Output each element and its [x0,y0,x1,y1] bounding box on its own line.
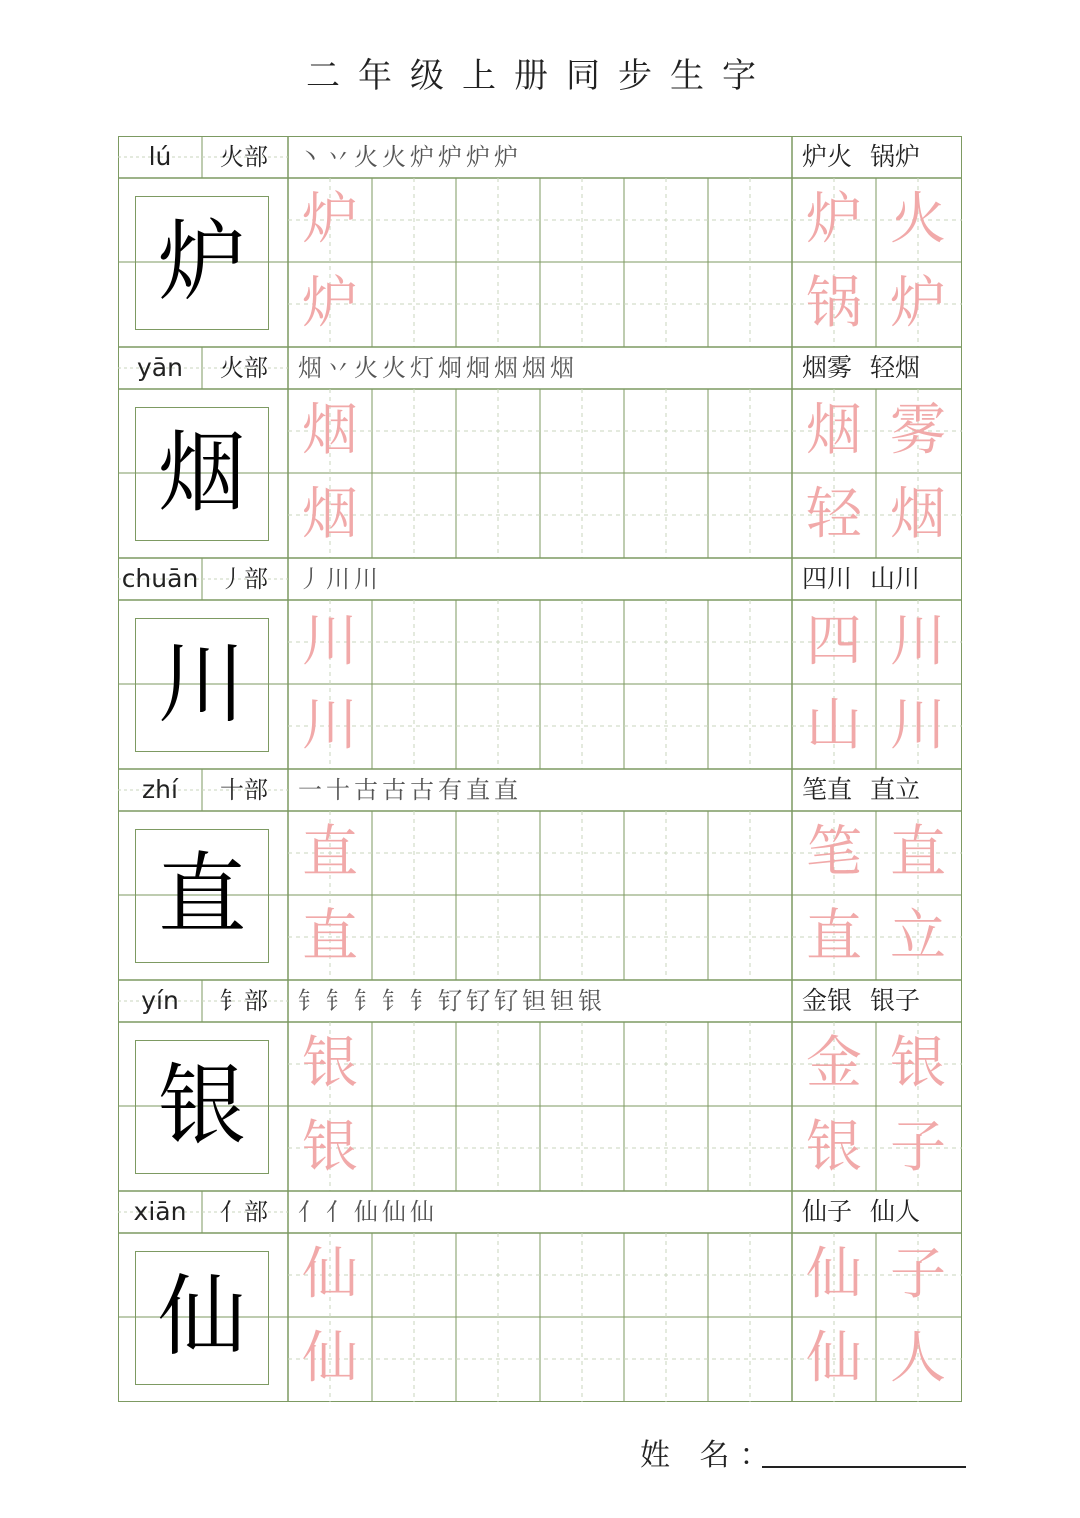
stroke-step: 钅 [298,987,326,1015]
stroke-step: 灯 [410,354,438,382]
model-char-box [135,407,269,541]
practice-cell[interactable] [456,1022,540,1106]
trace-char: 川 [302,609,358,674]
practice-cell[interactable] [708,684,792,768]
trace-char: 直 [302,904,358,969]
model-char: 直 [157,843,246,946]
radical: 火部 [220,354,268,382]
practice-cell[interactable] [624,684,708,768]
word-trace-char: 炉 [806,187,862,252]
example-word: 笔直 [802,775,853,804]
word-trace-char: 子 [890,1242,946,1307]
practice-cell[interactable] [624,389,708,473]
word-trace-char: 笔 [806,820,862,885]
trace-char: 银 [302,1115,358,1180]
practice-cell[interactable] [540,473,624,557]
example-words [792,558,972,600]
stroke-step: 钌 [438,987,466,1015]
practice-cell[interactable] [540,1106,624,1190]
example-word: 山川 [870,564,921,593]
trace-char: 炉 [302,187,358,252]
word-trace-char: 轻 [806,482,862,547]
word-trace-char: 锅 [806,271,862,336]
stroke-step: 钅 [410,987,438,1015]
practice-cell[interactable] [708,1317,792,1401]
word-trace-char: 山 [806,693,862,758]
word-trace-char: 炉 [890,271,946,336]
trace-char: 仙 [302,1242,358,1307]
practice-cell[interactable] [540,684,624,768]
practice-cell[interactable] [456,895,540,979]
pinyin: xiān [133,1197,187,1226]
stroke-step: 钌 [494,987,522,1015]
example-word: 四川 [802,564,853,593]
stroke-order [288,347,798,389]
char-block [118,136,962,347]
practice-sheet [118,136,962,1402]
practice-cell[interactable] [456,1106,540,1190]
stroke-step: 仙 [410,1198,438,1226]
example-word: 金银 [802,986,853,1015]
trace-char: 烟 [302,482,358,547]
stroke-step: 炉 [466,143,494,171]
page-title: 二年级上册同步生字 [306,56,774,96]
trace-char: 仙 [302,1326,358,1391]
char-block [118,769,962,980]
practice-cell[interactable] [456,262,540,346]
practice-cell[interactable] [624,811,708,895]
practice-cell[interactable] [624,1106,708,1190]
word-trace-char: 烟 [890,482,946,547]
practice-cell[interactable] [708,473,792,557]
model-char: 仙 [157,1265,246,1368]
practice-cell[interactable] [708,1233,792,1317]
name-field[interactable] [762,1466,966,1468]
stroke-step: 烟 [494,354,522,382]
stroke-step: 烟 [522,354,550,382]
practice-cell[interactable] [624,600,708,684]
practice-cell[interactable] [372,389,456,473]
practice-cell[interactable] [540,1233,624,1317]
stroke-step: 钌 [466,987,494,1015]
trace-char: 烟 [302,398,358,463]
stroke-step: 钅 [382,987,410,1015]
stroke-step: 火 [382,143,410,171]
word-trace-char: 直 [890,820,946,885]
practice-cell[interactable] [708,1106,792,1190]
stroke-step: 火 [354,354,382,382]
practice-cell[interactable] [708,178,792,262]
stroke-step: 火 [354,143,382,171]
model-char-box [135,618,269,752]
char-block [118,1191,962,1402]
radical: 亻部 [220,1198,268,1226]
word-trace-char: 烟 [806,398,862,463]
word-trace-char: 立 [890,904,946,969]
char-block [118,980,962,1191]
example-word: 轻烟 [870,353,921,382]
practice-cell[interactable] [540,1317,624,1401]
practice-cell[interactable] [540,895,624,979]
practice-cell[interactable] [540,1022,624,1106]
practice-cell[interactable] [456,1233,540,1317]
stroke-step: 亻 [298,1198,326,1226]
example-words [792,136,972,178]
trace-char: 银 [302,1031,358,1096]
stroke-step: 丶 [298,143,326,171]
pinyin: yān [137,353,183,382]
example-words [792,347,972,389]
practice-cell[interactable] [456,1317,540,1401]
stroke-step: 烟 [550,354,578,382]
radical: 钅部 [220,987,268,1015]
name-label: 姓 名： [640,1438,780,1473]
word-trace-char: 仙 [806,1326,862,1391]
practice-cell[interactable] [372,178,456,262]
model-char: 川 [157,632,246,735]
example-word: 烟雾 [802,353,853,382]
stroke-step: 炉 [438,143,466,171]
practice-cell[interactable] [372,1317,456,1401]
practice-cell[interactable] [372,262,456,346]
word-trace-char: 雾 [890,398,946,463]
model-char-box [135,196,269,330]
example-word: 仙人 [870,1197,921,1226]
word-trace-char: 子 [890,1115,946,1180]
char-block [118,558,962,769]
practice-cell[interactable] [372,1233,456,1317]
word-trace-char: 仙 [806,1242,862,1307]
stroke-step: 炉 [494,143,522,171]
practice-cell[interactable] [708,895,792,979]
practice-cell[interactable] [624,1022,708,1106]
stroke-step: 钽 [522,987,550,1015]
stroke-step: 一 [298,776,326,804]
example-word: 仙子 [802,1197,853,1226]
practice-cell[interactable] [372,1022,456,1106]
trace-char: 直 [302,820,358,885]
practice-cell[interactable] [372,684,456,768]
practice-cell[interactable] [624,1317,708,1401]
stroke-step: 古 [410,776,438,804]
pinyin: chuān [121,564,199,593]
practice-cell[interactable] [372,473,456,557]
stroke-order [288,980,798,1022]
example-words [792,1191,972,1233]
stroke-step: 直 [494,776,522,804]
model-char: 银 [157,1054,246,1157]
practice-cell[interactable] [456,600,540,684]
practice-cell[interactable] [372,811,456,895]
stroke-step: 有 [438,776,466,804]
radical: 十部 [220,776,268,804]
model-char-box [135,1040,269,1174]
practice-cell[interactable] [372,895,456,979]
practice-cell[interactable] [372,1106,456,1190]
stroke-step: 古 [382,776,410,804]
practice-cell[interactable] [540,600,624,684]
trace-char: 川 [302,693,358,758]
practice-cell[interactable] [456,684,540,768]
stroke-step: 川 [326,565,354,593]
practice-cell[interactable] [456,473,540,557]
practice-cell[interactable] [624,262,708,346]
word-trace-char: 银 [890,1031,946,1096]
practice-cell[interactable] [708,811,792,895]
practice-cell[interactable] [540,178,624,262]
model-char-box [135,829,269,963]
example-word: 银子 [870,986,921,1015]
practice-cell[interactable] [708,389,792,473]
stroke-step: 钽 [550,987,578,1015]
model-char: 烟 [157,421,246,524]
model-char: 炉 [157,210,246,313]
word-trace-char: 川 [890,693,946,758]
practice-cell[interactable] [708,262,792,346]
example-word: 直立 [870,775,921,804]
word-trace-char: 川 [890,609,946,674]
stroke-step: 钅 [354,987,382,1015]
practice-cell[interactable] [624,473,708,557]
practice-cell[interactable] [456,389,540,473]
stroke-step: 烟 [298,354,326,382]
stroke-step: 丿 [298,565,326,593]
stroke-step: 川 [354,565,382,593]
stroke-step: 丷 [326,354,354,382]
stroke-order [288,558,798,600]
practice-cell[interactable] [624,1233,708,1317]
pinyin: yín [141,986,179,1015]
practice-cell[interactable] [456,811,540,895]
practice-cell[interactable] [456,178,540,262]
practice-cell[interactable] [708,600,792,684]
example-word: 炉火 [802,142,853,171]
stroke-step: 炯 [466,354,494,382]
word-trace-char: 火 [890,187,946,252]
stroke-step: 银 [578,987,606,1015]
practice-cell[interactable] [372,600,456,684]
trace-char: 炉 [302,271,358,336]
example-word: 锅炉 [870,142,921,171]
word-trace-char: 直 [806,904,862,969]
stroke-step: 仙 [354,1198,382,1226]
practice-cell[interactable] [540,389,624,473]
example-words [792,769,972,811]
radical: 火部 [220,143,268,171]
stroke-step: 炯 [438,354,466,382]
word-trace-char: 银 [806,1115,862,1180]
stroke-step: 仙 [382,1198,410,1226]
stroke-step: 炉 [410,143,438,171]
stroke-order [288,769,798,811]
pinyin: lú [148,142,172,171]
word-trace-char: 四 [806,609,862,674]
char-block [118,347,962,558]
example-words [792,980,972,1022]
word-trace-char: 金 [806,1031,862,1096]
word-trace-char: 人 [890,1326,946,1391]
model-char-box [135,1251,269,1385]
practice-cell[interactable] [540,262,624,346]
stroke-order [288,1191,798,1233]
stroke-step: 丷 [326,143,354,171]
stroke-order [288,136,798,178]
stroke-step: 直 [466,776,494,804]
practice-cell[interactable] [708,1022,792,1106]
stroke-step: 十 [326,776,354,804]
practice-cell[interactable] [540,811,624,895]
stroke-step: 火 [382,354,410,382]
stroke-step: 钅 [326,987,354,1015]
stroke-step: 亻 [326,1198,354,1226]
practice-cell[interactable] [624,178,708,262]
radical: 丿部 [220,565,268,593]
stroke-step: 古 [354,776,382,804]
practice-cell[interactable] [624,895,708,979]
pinyin: zhí [142,775,178,804]
